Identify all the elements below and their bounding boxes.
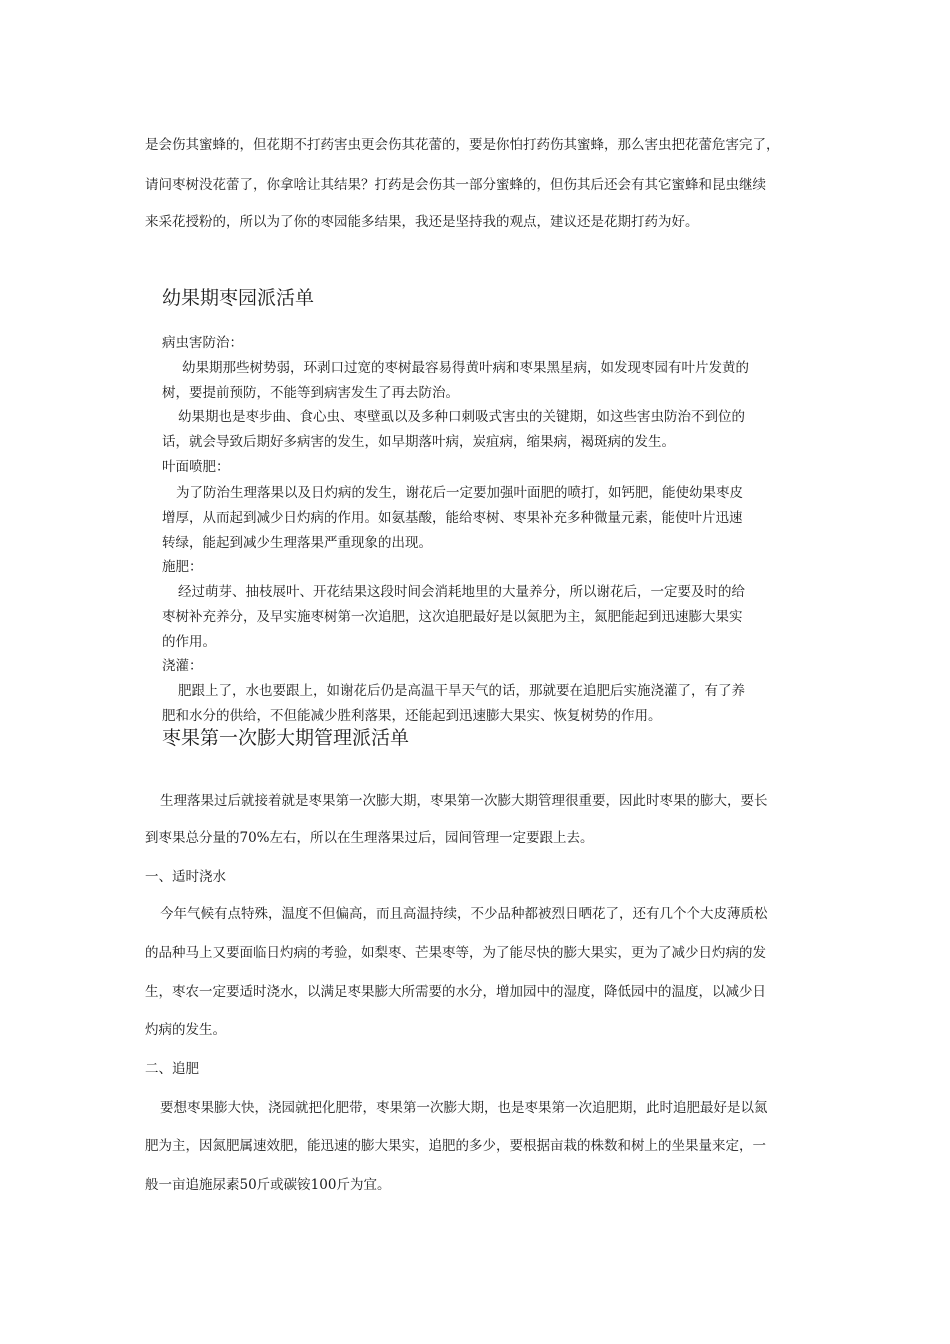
section1-line: 的作用。 — [162, 634, 216, 650]
section1-line: 幼果期那些树势弱，环剥口过宽的枣树最容易得黄叶病和枣果黑星病，如发现枣园有叶片发黄的 — [182, 360, 749, 376]
section1-foliar-heading: 叶面喷肥： — [162, 459, 230, 475]
section1-line: 树，要提前预防，不能等到病害发生了再去防治。 — [162, 385, 459, 401]
intro-line-1: 是会伤其蜜蜂的，但花期不打药害虫更会伤其花蕾的，要是你怕打药伤其蜜蜂，那么害虫把花蕾危害完了， — [145, 137, 780, 153]
section1-irrigation-heading: 浇灌： — [162, 658, 203, 674]
section1-line: 增厚，从而起到减少日灼病的作用。如氨基酸，能给枣树、枣果补充多种微量元素，能使叶片迅速 — [162, 510, 743, 526]
section2-title: 枣果第一次膨大期管理派活单 — [162, 727, 410, 749]
section2-fertilizer-heading: 二、追肥 — [145, 1061, 199, 1077]
section2-line: 般一亩追施尿素50斤或碳铵100斤为宜。 — [145, 1177, 391, 1193]
intro-line-2: 请问枣树没花蕾了，你拿啥让其结果？打药是会伤其一部分蜜蜂的，但伤其后还会有其它蜜蜂和昆虫继续 — [145, 177, 766, 193]
section2-line: 今年气候有点特殊，温度不但偏高，而且高温持续，不少品种都被烈日晒花了，还有几个个大皮薄质松 — [160, 906, 768, 922]
section2-line: 肥为主，因氮肥属速效肥，能迅速的膨大果实，追肥的多少，要根据亩栽的株数和树上的坐果量来定，一 — [145, 1138, 766, 1154]
section1-line: 经过萌芽、抽枝展叶、开花结果这段时间会消耗地里的大量养分，所以谢花后，一定要及时的给 — [178, 584, 745, 600]
section1-line: 肥和水分的供给，不但能减少胜利落果，还能起到迅速膨大果实、恢复树势的作用。 — [162, 708, 662, 724]
section1-line: 转绿，能起到减少生理落果严重现象的出现。 — [162, 535, 432, 551]
section1-pest-heading: 病虫害防治： — [162, 335, 243, 351]
section1-line: 肥跟上了，水也要跟上，如谢花后仍是高温干旱天气的话，那就要在追肥后实施浇灌了，有了养 — [178, 683, 745, 699]
section2-line: 灼病的发生。 — [145, 1022, 226, 1038]
section2-line: 要想枣果膨大快，浇园就把化肥带，枣果第一次膨大期，也是枣果第一次追肥期，此时追肥最好是以氮 — [160, 1100, 768, 1116]
section2-line: 的品种马上又要面临日灼病的考验，如梨枣、芒果枣等，为了能尽快的膨大果实，更为了减少日灼病的发 — [145, 945, 766, 961]
section2-watering-heading: 一、适时浇水 — [145, 869, 226, 885]
section1-line: 枣树补充养分，及早实施枣树第一次追肥，这次追肥最好是以氮肥为主，氮肥能起到迅速膨大果实 — [162, 609, 743, 625]
section2-line: 到枣果总分量的70%左右，所以在生理落果过后，园间管理一定要跟上去。 — [145, 830, 594, 846]
section1-fertilize-heading: 施肥： — [162, 559, 203, 575]
section2-line: 生，枣农一定要适时浇水，以满足枣果膨大所需要的水分，增加园中的湿度，降低园中的温度，以减少日 — [145, 984, 766, 1000]
section1-title: 幼果期枣园派活单 — [162, 287, 315, 309]
section1-line: 话，就会导致后期好多病害的发生，如早期落叶病，炭疽病，缩果病，褐斑病的发生。 — [162, 434, 675, 450]
intro-line-3: 来采花授粉的，所以为了你的枣园能多结果，我还是坚持我的观点，建议还是花期打药为好。 — [145, 214, 699, 230]
section2-line: 生理落果过后就接着就是枣果第一次膨大期，枣果第一次膨大期管理很重要，因此时枣果的膨大，要长 — [160, 793, 768, 809]
section1-line: 为了防治生理落果以及日灼病的发生，谢花后一定要加强叶面肥的喷打，如钙肥，能使幼果枣皮 — [176, 485, 743, 501]
section1-line: 幼果期也是枣步曲、食心虫、枣壁虱以及多种口刺吸式害虫的关键期，如这些害虫防治不到位的 — [178, 409, 745, 425]
